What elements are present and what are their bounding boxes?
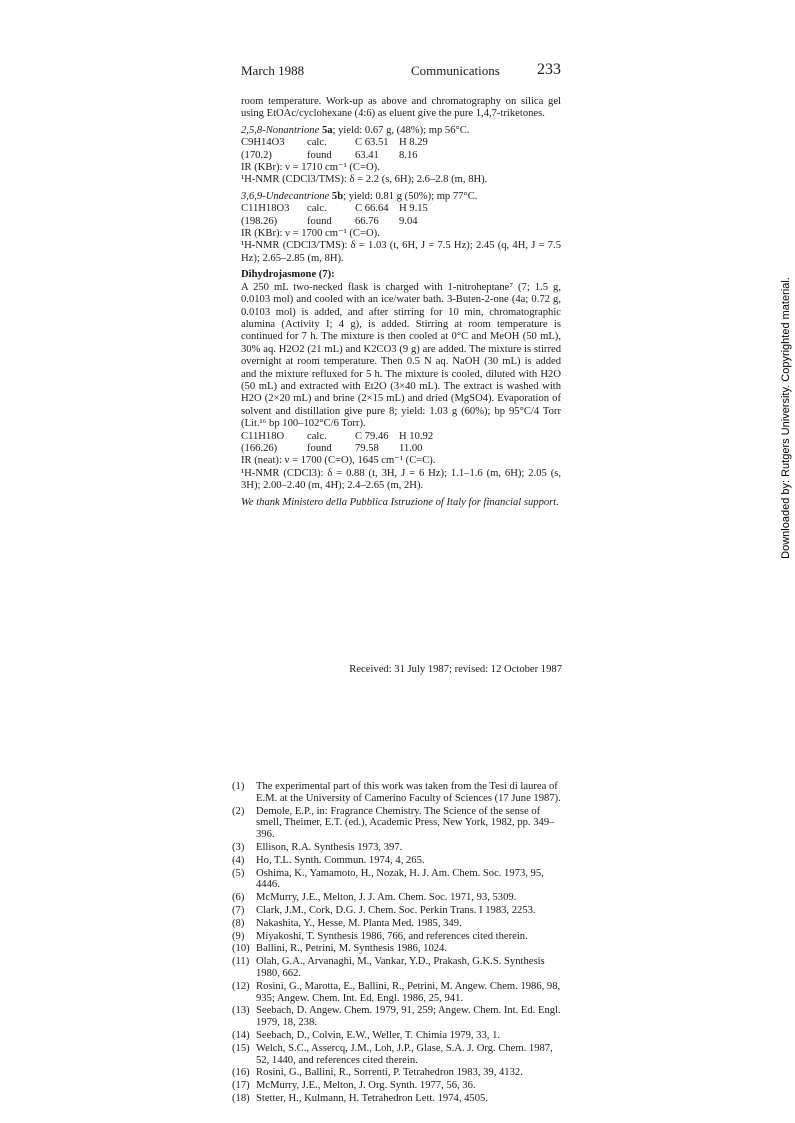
reference-item bbox=[232, 1067, 562, 1079]
found-h: 8.16 bbox=[399, 149, 418, 161]
reference-number: (3) bbox=[232, 841, 245, 853]
molecular-weight: (170.2) bbox=[241, 149, 272, 161]
received-dates: Received: 31 July 1987; revised: 12 October 1987 bbox=[349, 664, 562, 675]
found-c: 63.41 bbox=[355, 149, 379, 161]
compound-5a-line bbox=[241, 125, 561, 137]
found-c: 66.76 bbox=[355, 215, 379, 227]
reference-number: (11) bbox=[232, 956, 250, 968]
formula: C11H18O bbox=[241, 430, 285, 442]
procedure-paragraph: A 250 mL two-necked flask is charged with 1-nitroheptane⁷ (7; 1.5 g, 0.0103 mol) and cooled with an ice/water bath. 3-Buten-2-one (4a; 0.72 g, 0.0103 mol) is added, and after stirring for 10 min, chromatographic alumina (Activity I; 4 g), is added. Stirring at room temperature is continued for 7 h. The mixture is then cooled at 0°C and MeOH (50 mL), 30% aq. H2O2 (21 mL) and K2CO3 (9 g) are added. The mixture is stirred overnight at room temperature. Then 0.5 N aq. NaOH (30 mL) is added and the mixture refluxed for 5 h. The mixture is cooled, diluted with H2O (50 mL) and extracted with Et2O (3×40 mL). The extract is washed with H2O (2×20 mL) and brine (2×15 mL) and dried (MgSO4). Evaporation of solvent and distillation give pure 8; yield: 1.03 g (60%); bp 95°C/4 Torr (Lit.¹⁶ bp 100–102°C/6 Torr). bbox=[241, 281, 561, 430]
reference-text: Demole, E.P., in: Fragrance Chemistry. The Science of the sense of smell, Theimer, E.T. (ed.), Academic Press, New York, 1982, pp. 349–396. bbox=[256, 805, 555, 841]
calc-h: H 9.15 bbox=[399, 203, 428, 215]
reference-number: (7) bbox=[232, 904, 245, 916]
reference-item bbox=[232, 956, 562, 980]
analysis-found-row bbox=[241, 150, 561, 162]
analysis-found-row bbox=[241, 443, 561, 455]
ir-line: IR (KBr): ν = 1710 cm⁻¹ (C=O). bbox=[241, 162, 380, 174]
compound-yield: ; yield: 0.67 g, (48%); mp 56°C. bbox=[332, 124, 470, 136]
ir-line: IR (KBr): ν = 1700 cm⁻¹ (C=O). bbox=[241, 228, 380, 240]
compound-name: 2,5,8-Nonantrione bbox=[241, 124, 320, 136]
reference-text: Miyakoshi, T. Synthesis 1986, 766, and references cited therein. bbox=[256, 930, 528, 942]
reference-text: Oshima, K., Yamamoto, H., Nozak, H. J. Am. Chem. Soc. 1973, 95, 4446. bbox=[256, 867, 544, 891]
calc-c: C 79.46 bbox=[355, 430, 389, 442]
molecular-weight: (198.26) bbox=[241, 215, 278, 227]
reference-item bbox=[232, 1043, 562, 1067]
reference-text: Nakashita, Y., Hesse, M. Planta Med. 1985, 349. bbox=[256, 917, 462, 929]
reference-text: The experimental part of this work was taken from the Tesi di laurea of E.M. at the University of Camerino Faculty of Sciences (17 June 1987). bbox=[256, 781, 561, 804]
analysis-calc-row bbox=[241, 431, 561, 443]
references-list bbox=[232, 781, 562, 1106]
reference-number: (17) bbox=[232, 1080, 250, 1092]
reference-item bbox=[232, 943, 562, 955]
compound-label: 5a bbox=[321, 124, 333, 136]
reference-item bbox=[232, 918, 562, 930]
reference-item bbox=[232, 806, 562, 841]
reference-text: Rosini, G., Ballini, R., Sorrenti, P. Tetrahedron 1983, 39, 4132. bbox=[256, 1067, 523, 1079]
reference-item bbox=[232, 1093, 562, 1105]
ir-line: IR (neat): ν = 1700 (C=O), 1645 cm⁻¹ (C=C). bbox=[241, 455, 436, 467]
nmr-line: ¹H-NMR (CDCl3/TMS): δ = 2.2 (s, 6H); 2.6–2.8 (m, 8H). bbox=[241, 174, 488, 186]
reference-number: (18) bbox=[232, 1092, 250, 1104]
page-number: 233 bbox=[537, 61, 561, 78]
molecular-weight: (166.26) bbox=[241, 442, 278, 454]
reference-text: Rosini, G., Marotta, E., Ballini, R., Petrini, M. Angew. Chem. 1986, 98, 935; Angew. Chem. Int. Ed. Engl. 1986, 25, 941. bbox=[256, 980, 561, 1004]
download-notice: Downloaded by: Rutgers University. Copyrighted material. bbox=[780, 277, 792, 559]
reference-item bbox=[232, 892, 562, 904]
reference-text: Ho, T.L. Synth. Commun. 1974, 4, 265. bbox=[256, 854, 425, 866]
reference-number: (16) bbox=[232, 1067, 250, 1079]
formula: C11H18O3 bbox=[241, 203, 290, 215]
reference-item bbox=[232, 905, 562, 917]
reference-text: Seebach, D., Colvin, E.W., Weller, T. Chimia 1979, 33, 1. bbox=[256, 1029, 501, 1041]
found-label: found bbox=[307, 215, 332, 227]
reference-number: (13) bbox=[232, 1005, 250, 1017]
reference-number: (14) bbox=[232, 1029, 250, 1041]
reference-text: McMurry, J.E., Melton, J. Org. Synth. 1977, 56, 36. bbox=[256, 1080, 476, 1092]
reference-text: Olah, G.A., Arvanaghi, M., Vankar, Y.D., Prakash, G.K.S. Synthesis 1980, 662. bbox=[256, 956, 545, 979]
analysis-calc-row bbox=[241, 203, 561, 215]
found-c: 79.58 bbox=[355, 442, 379, 454]
reference-number: (9) bbox=[232, 930, 245, 942]
found-h: 9.04 bbox=[399, 215, 418, 227]
formula: C9H14O3 bbox=[241, 137, 285, 149]
reference-number: (8) bbox=[232, 917, 245, 929]
nmr-line: ¹H-NMR (CDCl3/TMS): δ = 1.03 (t, 6H, J = 7.5 Hz); 2.45 (q, 4H, J = 7.5 Hz); 2.65–2.85 (m, 8H). bbox=[241, 240, 561, 264]
reference-number: (12) bbox=[232, 980, 250, 992]
compound-yield: ; yield: 0.81 g (50%); mp 77°C. bbox=[343, 190, 478, 202]
found-label: found bbox=[307, 442, 332, 454]
found-h: 11.00 bbox=[399, 442, 423, 454]
reference-text: McMurry, J.E., Melton, J. J. Am. Chem. Soc. 1971, 93, 5309. bbox=[256, 892, 517, 904]
reference-text: Seebach, D. Angew. Chem. 1979, 91, 259; Angew. Chem. Int. Ed. Engl. 1979, 18, 238. bbox=[256, 1005, 561, 1029]
calc-label: calc. bbox=[307, 430, 327, 442]
main-column bbox=[241, 96, 561, 509]
reference-item bbox=[232, 931, 562, 943]
reference-number: (1) bbox=[232, 781, 245, 792]
reference-item bbox=[232, 1080, 562, 1092]
compound-name: 3,6,9-Undecantrione bbox=[241, 190, 330, 202]
reference-text: Ellison, R.A. Synthesis 1973, 397. bbox=[256, 841, 403, 853]
reference-number: (4) bbox=[232, 854, 245, 866]
calc-label: calc. bbox=[307, 137, 327, 149]
analysis-found-row bbox=[241, 216, 561, 228]
compound-5b-line bbox=[241, 191, 561, 203]
reference-text: Welch, S.C., Assercq, J.M., Loh, J.P., Glase, S.A. J. Org. Chem. 1987, 52, 1440, and references cited therein. bbox=[256, 1042, 553, 1066]
reference-item bbox=[232, 842, 562, 854]
reference-number: (2) bbox=[232, 805, 245, 817]
reference-number: (5) bbox=[232, 867, 245, 879]
calc-h: H 8.29 bbox=[399, 137, 428, 149]
found-label: found bbox=[307, 149, 332, 161]
reference-text: Stetter, H., Kulmann, H. Tetrahedron Lett. 1974, 4505. bbox=[256, 1092, 488, 1104]
calc-h: H 10.92 bbox=[399, 430, 434, 442]
intro-paragraph: room temperature. Work-up as above and chromatography on silica gel using EtOAc/cyclohexane (4:6) as eluent give the pure 1,4,7-triketones. bbox=[241, 96, 561, 120]
reference-item bbox=[232, 855, 562, 867]
reference-number: (6) bbox=[232, 892, 245, 904]
reference-item bbox=[232, 781, 562, 805]
page-header bbox=[241, 63, 561, 81]
calc-c: C 63.51 bbox=[355, 137, 389, 149]
section-heading: Dihydrojasmone (7): bbox=[241, 269, 335, 281]
header-date: March 1988 bbox=[241, 63, 305, 78]
calc-label: calc. bbox=[307, 203, 327, 215]
reference-item bbox=[232, 868, 562, 892]
reference-number: (10) bbox=[232, 943, 250, 955]
analysis-calc-row bbox=[241, 137, 561, 149]
reference-item bbox=[232, 1030, 562, 1042]
acknowledgement: We thank Ministero della Pubblica Istruzione of Italy for financial support. bbox=[241, 496, 559, 508]
calc-c: C 66.64 bbox=[355, 203, 389, 215]
reference-number: (15) bbox=[232, 1042, 250, 1054]
reference-item bbox=[232, 1005, 562, 1029]
reference-text: Ballini, R., Petrini, M. Synthesis 1986, 1024. bbox=[256, 943, 447, 955]
header-section: Communications bbox=[411, 63, 500, 78]
reference-item bbox=[232, 981, 562, 1005]
reference-text: Clark, J.M., Cork, D.G. J. Chem. Soc. Perkin Trans. I 1983, 2253. bbox=[256, 904, 536, 916]
nmr-line: ¹H-NMR (CDCl3): δ = 0.88 (t, 3H, J = 6 Hz); 1.1–1.6 (m, 6H); 2.05 (s, 3H); 2.00–2.40 (m, 4H); 2.4–2.65 (m, 2H). bbox=[241, 467, 561, 492]
compound-label: 5b bbox=[331, 190, 344, 202]
